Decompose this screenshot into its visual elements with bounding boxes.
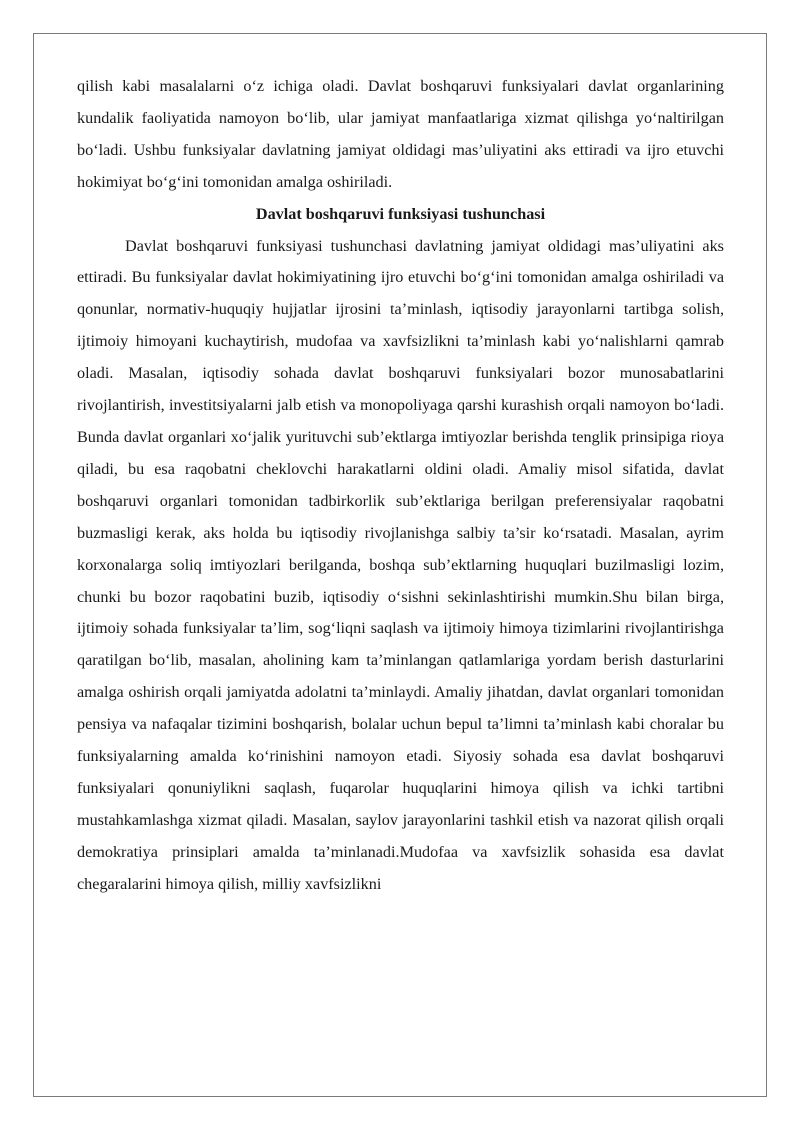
paragraph-intro: qilish kabi masalalarni o‘z ichiga oladi. Davlat boshqaruvi funksiyalari davlat organlarining kundalik faoliyatida namoyon bo‘lib, ular jamiyat manfaatlariga xizmat qilishga yo‘naltirilgan bo‘ladi. Ushbu funksiyalar davlatning jamiyat oldidagi mas’uliyatini aks ettiradi va ijro etuvchi hokimiyat bo‘g‘ini tomonidan amalga oshiriladi.: [77, 77, 724, 191]
document-body: [77, 71, 724, 901]
section-heading: Davlat boshqaruvi funksiyasi tushunchasi: [255, 204, 546, 223]
paragraph-main: Davlat boshqaruvi funksiyasi tushunchasi davlatning jamiyat oldidagi mas’uliyatini aks ettiradi. Bu funksiyalar davlat hokimiyatining ijro etuvchi bo‘g‘ini tomonidan amalga oshiriladi va qonunlar, normativ-huquqiy hujjatlar ijrosini ta’minlash, iqtisodiy jarayonlarni tartibga solish, ijtimoiy himoyani kuchaytirish, mudofaa va xavfsizlikni ta’minlash kabi yo‘nalishlarni qamrab oladi. Masalan, iqtisodiy sohada davlat boshqaruvi funksiyalari bozor munosabatlarini rivojlantirish, investitsiyalarni jalb etish va monopoliyaga qarshi kurashish orqali namoyon bo‘ladi. Bunda davlat organlari xo‘jalik yurituvchi sub’ektlarga imtiyozlar berishda tenglik prinsipiga rioya qiladi, bu esa raqobatni cheklovchi harakatlarni oldini oladi. Amaliy misol sifatida, davlat boshqaruvi organlari tomonidan tadbirkorlik sub’ektlariga berilgan preferensiyalar raqobatni buzmasligi kerak, aks holda bu iqtisodiy rivojlanishga salbiy ta’sir ko‘rsatadi. Masalan, ayrim korxonalarga soliq imtiyozlari berilganda, boshqa sub’ektlarning huquqlari buzilmasligi lozim, chunki bu bozor raqobatini buzib, iqtisodiy o‘sishni sekinlashtirishi mumkin.Shu bilan birga, ijtimoiy sohada funksiyalar ta’lim, sog‘liqni saqlash va ijtimoiy himoya tizimlarini rivojlantirishga qaratilgan bo‘lib, masalan, aholining kam ta’minlangan qatlamlariga yordam berish dasturlarini amalga oshirish orqali jamiyatda adolatni ta’minlaydi. Amaliy jihatdan, davlat organlari tomonidan pensiya va nafaqalar tizimini boshqarish, bolalar uchun bepul ta’limni ta’minlash kabi choralar bu funksiyalarning amalda ko‘rinishini namoyon etadi. Siyosiy sohada esa davlat boshqaruvi funksiyalari qonuniylikni saqlash, fuqarolar huquqlarini himoya qilish va ichki tartibni mustahkamlashga xizmat qiladi. Masalan, saylov jarayonlarini tashkil etish va nazorat qilish orqali demokratiya prinsiplari amalda ta’minlanadi.Mudofaa va xavfsizlik sohasida esa davlat chegaralarini himoya qilish, milliy xavfsizlikni: [77, 236, 724, 893]
